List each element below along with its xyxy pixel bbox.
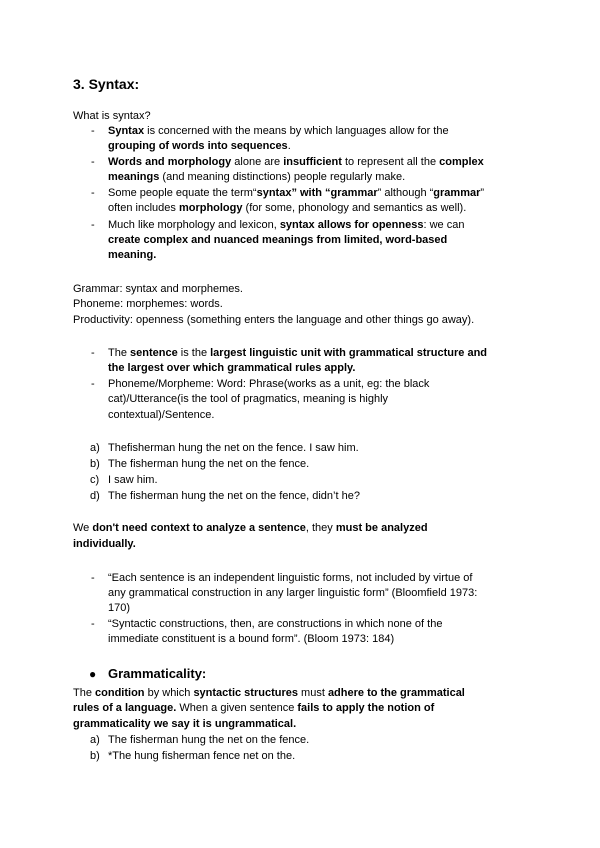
quote-line: [108, 601, 130, 616]
dash-marker: -: [91, 219, 95, 231]
bold-text-run: fails to apply the notion of: [297, 702, 435, 714]
dash-marker: -: [91, 187, 95, 199]
example-label: b): [90, 750, 100, 762]
text-run: often includes: [108, 202, 179, 214]
text-run: any grammatical construction in any larger linguistic form” (Bloomfield 1973:: [108, 587, 478, 599]
bold-text-run: individually.: [73, 538, 136, 550]
grammaticality-line: [73, 701, 434, 716]
example-label: c): [90, 474, 100, 486]
text-run: ”: [480, 187, 485, 199]
example-text: The fisherman hung the net on the fence.: [108, 734, 310, 746]
definition-line: Productivity: openness (something enters the language and other things go away).: [73, 314, 475, 326]
quote-line: [108, 571, 472, 586]
bold-text-run: complex: [439, 156, 484, 168]
text-run: The: [108, 347, 131, 359]
grammaticality-heading: Grammaticality:: [108, 666, 207, 681]
bold-text-run: grammar: [433, 187, 481, 199]
list-item-line: [108, 408, 214, 423]
list-item-line: [108, 201, 466, 216]
bold-text-run: syntax” with “grammar: [256, 187, 378, 199]
bold-text-run: don't need context to analyze a sentence: [92, 522, 306, 534]
example-text: Thefisherman hung the net on the fence. I saw him.: [108, 442, 359, 454]
bold-text-run: meaning.: [108, 249, 157, 261]
list-item-line: [108, 377, 429, 392]
bullet-icon: ●: [89, 667, 97, 681]
text-run: is the: [177, 347, 211, 359]
text-run: (and meaning distinctions) people regularly make.: [159, 171, 406, 183]
example-label: a): [90, 734, 100, 746]
bold-text-run: Syntax: [108, 125, 145, 137]
list-item-line: [108, 170, 405, 185]
example-label: a): [90, 442, 100, 454]
bold-text-run: rules of a language.: [73, 702, 177, 714]
bold-text-run: sentence: [130, 347, 178, 359]
bold-text-run: the largest over which grammatical rules apply.: [108, 362, 356, 374]
bold-text-run: grammaticality we say it is ungrammatical.: [73, 718, 297, 730]
list-item-line: [108, 346, 487, 361]
text-run: (for some, phonology and semantics as well).: [242, 202, 467, 214]
dash-marker: -: [91, 156, 95, 168]
definition-line: Phoneme: morphemes: words.: [73, 298, 223, 310]
text-run: alone are: [231, 156, 284, 168]
bold-text-run: morphology: [178, 202, 243, 214]
list-item-line: [108, 248, 156, 263]
list-item-line: [108, 392, 388, 407]
text-run: contextual)/Sentence.: [108, 409, 215, 421]
quote-line: [108, 632, 394, 647]
text-run: We: [73, 522, 93, 534]
bold-text-run: adhere to the grammatical: [327, 687, 465, 699]
text-run: , they: [305, 522, 336, 534]
text-run: Some people equate the term“: [108, 187, 257, 199]
text-run: 170): [108, 602, 131, 614]
bold-text-run: grouping of words into sequences: [108, 140, 288, 152]
quote-line: [108, 586, 477, 601]
bold-text-run: syntax allows for openness: [279, 219, 424, 231]
text-run: must: [297, 687, 328, 699]
dash-marker: -: [91, 378, 95, 390]
text-run: “Each sentence is an independent linguistic forms, not included by virtue of: [108, 572, 473, 584]
list-item-line: [108, 218, 464, 233]
text-run: to represent all the: [341, 156, 440, 168]
example-text: The fisherman hung the net on the fence.: [108, 458, 310, 470]
definition-line: Grammar: syntax and morphemes.: [73, 283, 243, 295]
dash-marker: -: [91, 347, 95, 359]
list-item-line: [108, 233, 447, 248]
list-item-line: [108, 361, 355, 376]
example-label: d): [90, 490, 100, 502]
bold-text-run: Words and morphology: [108, 156, 232, 168]
text-run: : we can: [423, 219, 465, 231]
example-label: b): [90, 458, 100, 470]
grammaticality-line: [73, 686, 465, 701]
text-run: Phoneme/Morpheme: Word: Phrase(works as a unit, eg: the black: [108, 378, 430, 390]
bold-text-run: largest linguistic unit with grammatical structure and: [210, 347, 488, 359]
dash-marker: -: [91, 125, 95, 137]
example-text: I saw him.: [108, 474, 158, 486]
text-run: .: [287, 140, 291, 152]
text-run: by which: [144, 687, 194, 699]
list-item-line: [108, 139, 291, 154]
bold-text-run: condition: [95, 687, 145, 699]
text-run: cat)/Utterance(is the tool of pragmatics, meaning is highly: [108, 393, 389, 405]
context-note-line: [73, 537, 136, 552]
list-item-line: [108, 155, 484, 170]
question-text: What is syntax?: [73, 110, 151, 122]
quote-line: [108, 617, 442, 632]
text-run: immediate constituent is a bound form”. (Bloom 1973: 184): [108, 633, 395, 645]
list-item-line: [108, 186, 484, 201]
bold-text-run: must be analyzed: [335, 522, 428, 534]
dash-marker: -: [91, 618, 95, 630]
text-run: Much like morphology and lexicon,: [108, 219, 280, 231]
text-run: When a given sentence: [176, 702, 298, 714]
list-item-line: [108, 124, 449, 139]
text-run: is concerned with the means by which languages allow for the: [144, 125, 449, 137]
bold-text-run: meanings: [108, 171, 160, 183]
grammaticality-line: [73, 717, 296, 732]
example-text: The fisherman hung the net on the fence, didn’t he?: [108, 490, 360, 502]
text-run: “Syntactic constructions, then, are constructions in which none of the: [108, 618, 443, 630]
section-heading: 3. Syntax:: [73, 76, 140, 92]
example-text: *The hung fisherman fence net on the.: [108, 750, 296, 762]
bold-text-run: create complex and nuanced meanings from limited, word-based: [108, 234, 448, 246]
text-run: ” although “: [377, 187, 434, 199]
context-note-line: [73, 521, 428, 536]
text-run: The: [73, 687, 96, 699]
bold-text-run: insufficient: [283, 156, 342, 168]
bold-text-run: syntactic structures: [193, 687, 298, 699]
dash-marker: -: [91, 572, 95, 584]
